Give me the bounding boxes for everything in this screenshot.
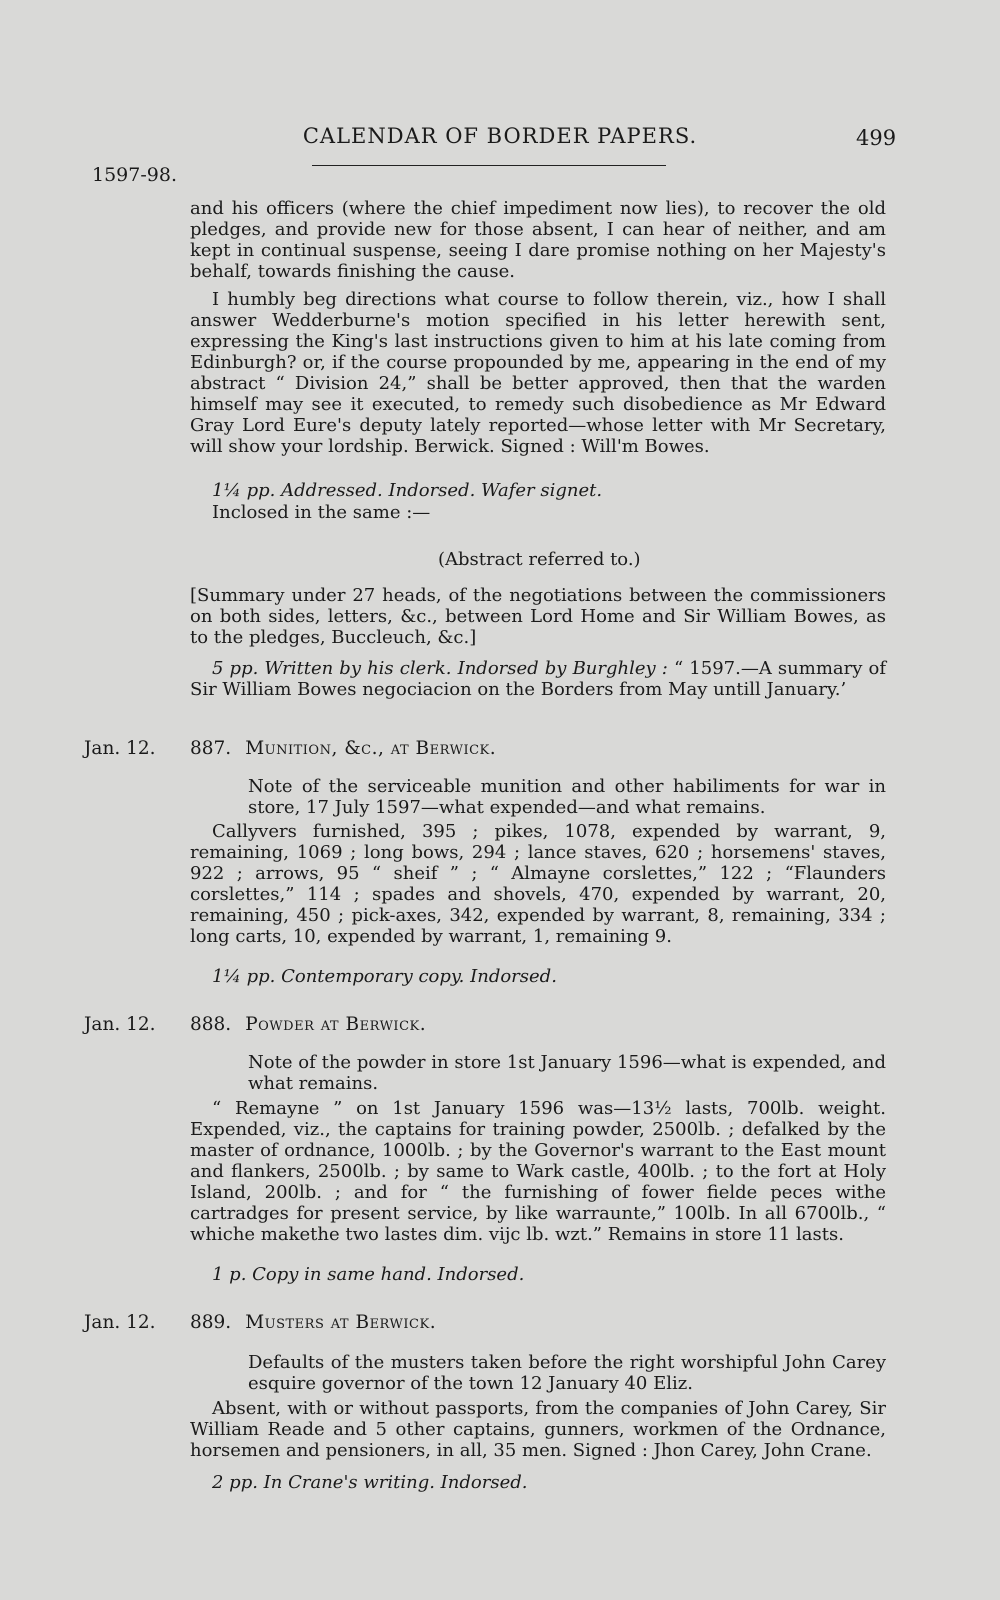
entry-887-body: Callyvers furnished, 395 ; pikes, 1078, expended by warrant, 9, remaining, 1069 ; long bows, 294 ; lance staves, 620 ; horsemens' staves, 922 ; arrows, 95 “ sheif ” ; “ Almayne corslettes,” 122 ; “Flaunders corslettes,” 114 ; spades and shovels, 470, expended by warrant, 20, remaining, 450 ; pick-axes, 342, expended by warrant, 8, remaining, 334 ; long carts, 10, expended by warrant, 1, remaining 9. [190,821,886,947]
entry-889-body: Absent, with or without passports, from the companies of John Carey, Sir William Reade and 5 other captains, gunners, workmen of the Ordnance, horsemen and pensioners, in all, 35 men. Signed : Jhon Carey, John Crane. [190,1398,886,1461]
entry-887-date: Jan. 12. [84,738,156,759]
summary-paragraph: [Summary under 27 heads, of the negotiations between the commissioners on both sides, letters, &c., between Lord Home and Sir William Bowes, as to the pledges, Buccleuch, &c.] [190,585,886,648]
entry-888-note [190,1264,886,1285]
note-2-quote: “ 1597.—A summary of Sir William Bowes negociacion on the Borders from May untill January.’ [190,658,886,700]
entry-889-title: Musters at Berwick. [245,1312,437,1333]
entry-889-note-text: 2 pp. In Crane's writing. Indorsed. [212,1472,528,1493]
continuation-note-1 [190,480,886,501]
entry-887-intro: Note of the serviceable munition and other habiliments for war in store, 17 July 1597—what expended—and what remains. [248,776,886,818]
entry-888-number: 888. [190,1014,232,1035]
entry-887-title: Munition, &c., at Berwick. [245,738,497,759]
note-2-italic: 5 pp. Written by his clerk. Indorsed by Burghley : [212,658,668,679]
continuation-note-2 [190,658,886,700]
entry-888-note-text: 1 p. Copy in same hand. Indorsed. [212,1264,525,1285]
entry-888-title: Powder at Berwick. [245,1014,427,1035]
continuation-paragraph-2: I humbly beg directions what course to follow therein, viz., how I shall answer Wedderburne's motion specified in his letter herewith sent, expressing the King's last instructions given to him at his late coming from Edinburgh? or, if the course propounded by me, appearing in the end of my abstract “ Division 24,” shall be better approved, then that the warden himself may see it executed, to remedy such disobedience as Mr Edward Gray Lord Eure's deputy lately reported—whose letter with Mr Secretary, will show your lordship. Berwick. Signed : Will'm Bowes. [190,289,886,457]
entry-888-heading [190,1014,426,1035]
entry-889-date: Jan. 12. [84,1312,156,1333]
entry-889-intro: Defaults of the musters taken before the right worshipful John Carey esquire governor of the town 12 January 40 Eliz. [248,1352,886,1394]
inclosed-line: Inclosed in the same :— [212,502,431,523]
running-header-title: CALENDAR OF BORDER PAPERS. [302,124,698,148]
note-1-text: 1¼ pp. Addressed. Indorsed. Wafer signet. [212,480,603,501]
entry-887-note [190,966,886,987]
continuation-paragraph-1: and his officers (where the chief impediment now lies), to recover the old pledges, and provide new for those absent, I can hear of neither, and am kept in continual suspense, seeing I dare promise nothing on her Majesty's behalf, towards finishing the cause. [190,198,886,282]
header-rule [312,165,666,166]
entry-889-note [190,1472,886,1493]
abstract-heading: (Abstract referred to.) [438,549,641,570]
margin-year: 1597-98. [92,164,177,186]
entry-887-number: 887. [190,738,232,759]
entry-889-heading [190,1312,436,1333]
entry-887-heading [190,738,496,759]
entry-888-intro: Note of the powder in store 1st January 1596—what is expended, and what remains. [248,1052,886,1094]
entry-889-number: 889. [190,1312,232,1333]
entry-888-body: “ Remayne ” on 1st January 1596 was—13½ lasts, 700lb. weight. Expended, viz., the captains for training powder, 2500lb. ; defalked by the master of ordnance, 1000lb. ; by the Governor's warrant to the East mount and flankers, 2500lb. ; by same to Wark castle, 400lb. ; to the fort at Holy Island, 200lb. ; and for “ the furnishing of fower fielde peces withe cartradges for present service, by like warraunte,” 100lb. In all 6700lb., “ whiche makethe two lastes dim. vijc lb. wzt.” Remains in store 11 lasts. [190,1098,886,1245]
entry-888-date: Jan. 12. [84,1014,156,1035]
entry-887-note-text: 1¼ pp. Contemporary copy. Indorsed. [212,966,557,987]
page-number: 499 [856,126,897,150]
